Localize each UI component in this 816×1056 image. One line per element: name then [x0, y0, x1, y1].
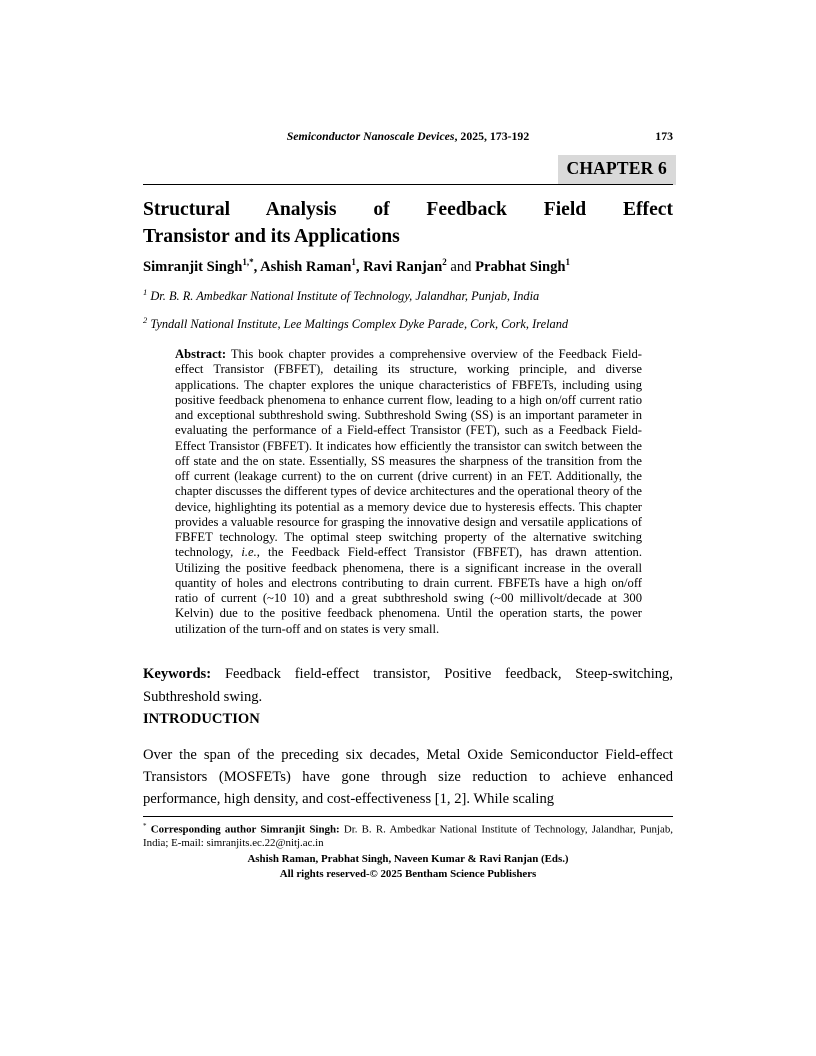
publisher-footer — [143, 852, 673, 881]
abstract-text-part1: This book chapter provides a comprehensive overview of the Feedback Field-effect Transistor (FBFET), detailing its structure, working principle, and diverse applications. The chapter explores the unique characteristics of FBFETs, including using positive feedback phenomena to enhance current flow, leading to a high on/off current ratio and exceptional subthreshold swing. Subthreshold Swing (SS) is an important parameter in evaluating the performance of a Field-effect Transistor (FET), such as a Feedback Field-Effect Transistor (FBFET). It indicates how efficiently the transistor can switch between the off state and the on state. Essentially, SS measures the sharpness of the transition from the off current (leakage current) to the on current (drive current) in an FET. Additionally, the chapter discusses the different types of device architectures and the operational theory of the device, highlighting its potential as a memory device due to hysteresis effects. This chapter provides a valuable resource for grasping the innovative design and versatile applications of FBFET technology. The optimal steep switching property of the alternative switching technology, — [175, 347, 642, 560]
introduction-paragraph: Over the span of the preceding six decades, Metal Oxide Semiconductor Field-effect Transistors (MOSFETs) have gone through size reduction to achieve enhanced performance, high density, and cost-effectiveness [1, 2]. While scaling — [143, 747, 673, 807]
footnote-bold-lead: Corresponding author Simranjit Singh: — [146, 823, 340, 836]
footnote-rule — [143, 816, 673, 817]
abstract-text-part2: , the Feedback Field-effect Transistor (FBFET), has drawn attention. Utilizing the positive feedback phenomena, there is a significant increase in the overall quantity of holes and electrons contributing to drain current. FBFETs have a high on/off ratio of current (~10 10) and a great subthreshold swing (~00 millivolt/decade at 300 Kelvin) due to the positive feedback phenomena. Until the operation starts, the power utilization of the turn-off and on states is very small. — [175, 545, 643, 636]
text-column — [143, 0, 673, 1056]
author-affiliation-marker: 1,* — [242, 257, 254, 267]
journal-title: Semiconductor Nanoscale Devices — [286, 129, 455, 143]
journal-citation — [143, 129, 673, 144]
footnote-text: Dr. B. R. Ambedkar National Institute of Technology, Jalandhar, Punjab, India; E-mail: simranjits.ec.22@nitj.ac.in — [143, 823, 673, 850]
chapter-label: CHAPTER 6 — [558, 155, 677, 185]
chapter-title-line-2: Transistor and its Applications — [143, 226, 400, 247]
author-conjunction: and — [446, 258, 476, 275]
affiliation-1 — [143, 281, 673, 309]
header-rule — [143, 184, 673, 185]
rights-line: All rights reserved-© 2025 Bentham Science Publishers — [279, 867, 537, 880]
author-name: Prabhat Singh — [475, 258, 566, 275]
abstract-ie-italic: i.e. — [241, 545, 257, 560]
affiliation-marker: 1 — [143, 287, 148, 297]
affiliation-text: Dr. B. R. Ambedkar National Institute of Technology, Jalandhar, Punjab, India — [147, 289, 540, 304]
journal-citation-rest: , 2025, 173-192 — [454, 129, 530, 143]
abstract — [175, 347, 642, 637]
affiliation-text: Tyndall National Institute, Lee Maltings Complex Dyke Parade, Cork, Cork, Ireland — [147, 316, 569, 331]
author-separator: , — [355, 258, 364, 275]
chapter-title — [143, 196, 673, 250]
chapter-banner-section — [143, 153, 673, 190]
author-name: Ashish Raman — [260, 258, 352, 275]
keywords-label: Keywords: — [143, 666, 212, 682]
author-separator: , — [253, 258, 261, 275]
editors-line: Ashish Raman, Prabhat Singh, Naveen Kumar & Ravi Ranjan (Eds.) — [247, 853, 569, 865]
abstract-label: Abstract: — [175, 347, 227, 361]
author-affiliation-marker: 2 — [442, 257, 447, 267]
author-affiliation-marker: 1 — [351, 257, 356, 267]
author-affiliation-marker: 1 — [565, 257, 571, 267]
corresponding-author-footnote — [143, 820, 673, 851]
chapter-title-line-1: Structural Analysis of Feedback Field Effect — [143, 199, 673, 220]
author-name: Ravi Ranjan — [363, 258, 443, 275]
footnote-asterisk: * — [143, 822, 147, 830]
running-header — [143, 129, 673, 145]
author-name: Simranjit Singh — [143, 258, 243, 275]
keywords-text: Feedback field-effect transistor, Positive feedback, Steep-switching, Subthreshold swing. — [143, 666, 673, 705]
affiliation-marker: 2 — [143, 314, 148, 325]
keywords — [143, 663, 673, 708]
affiliation-2 — [143, 309, 673, 337]
authors-line — [143, 257, 673, 276]
introduction-heading: INTRODUCTION — [143, 711, 260, 727]
affiliations — [143, 281, 673, 336]
page-number: 173 — [655, 129, 673, 143]
